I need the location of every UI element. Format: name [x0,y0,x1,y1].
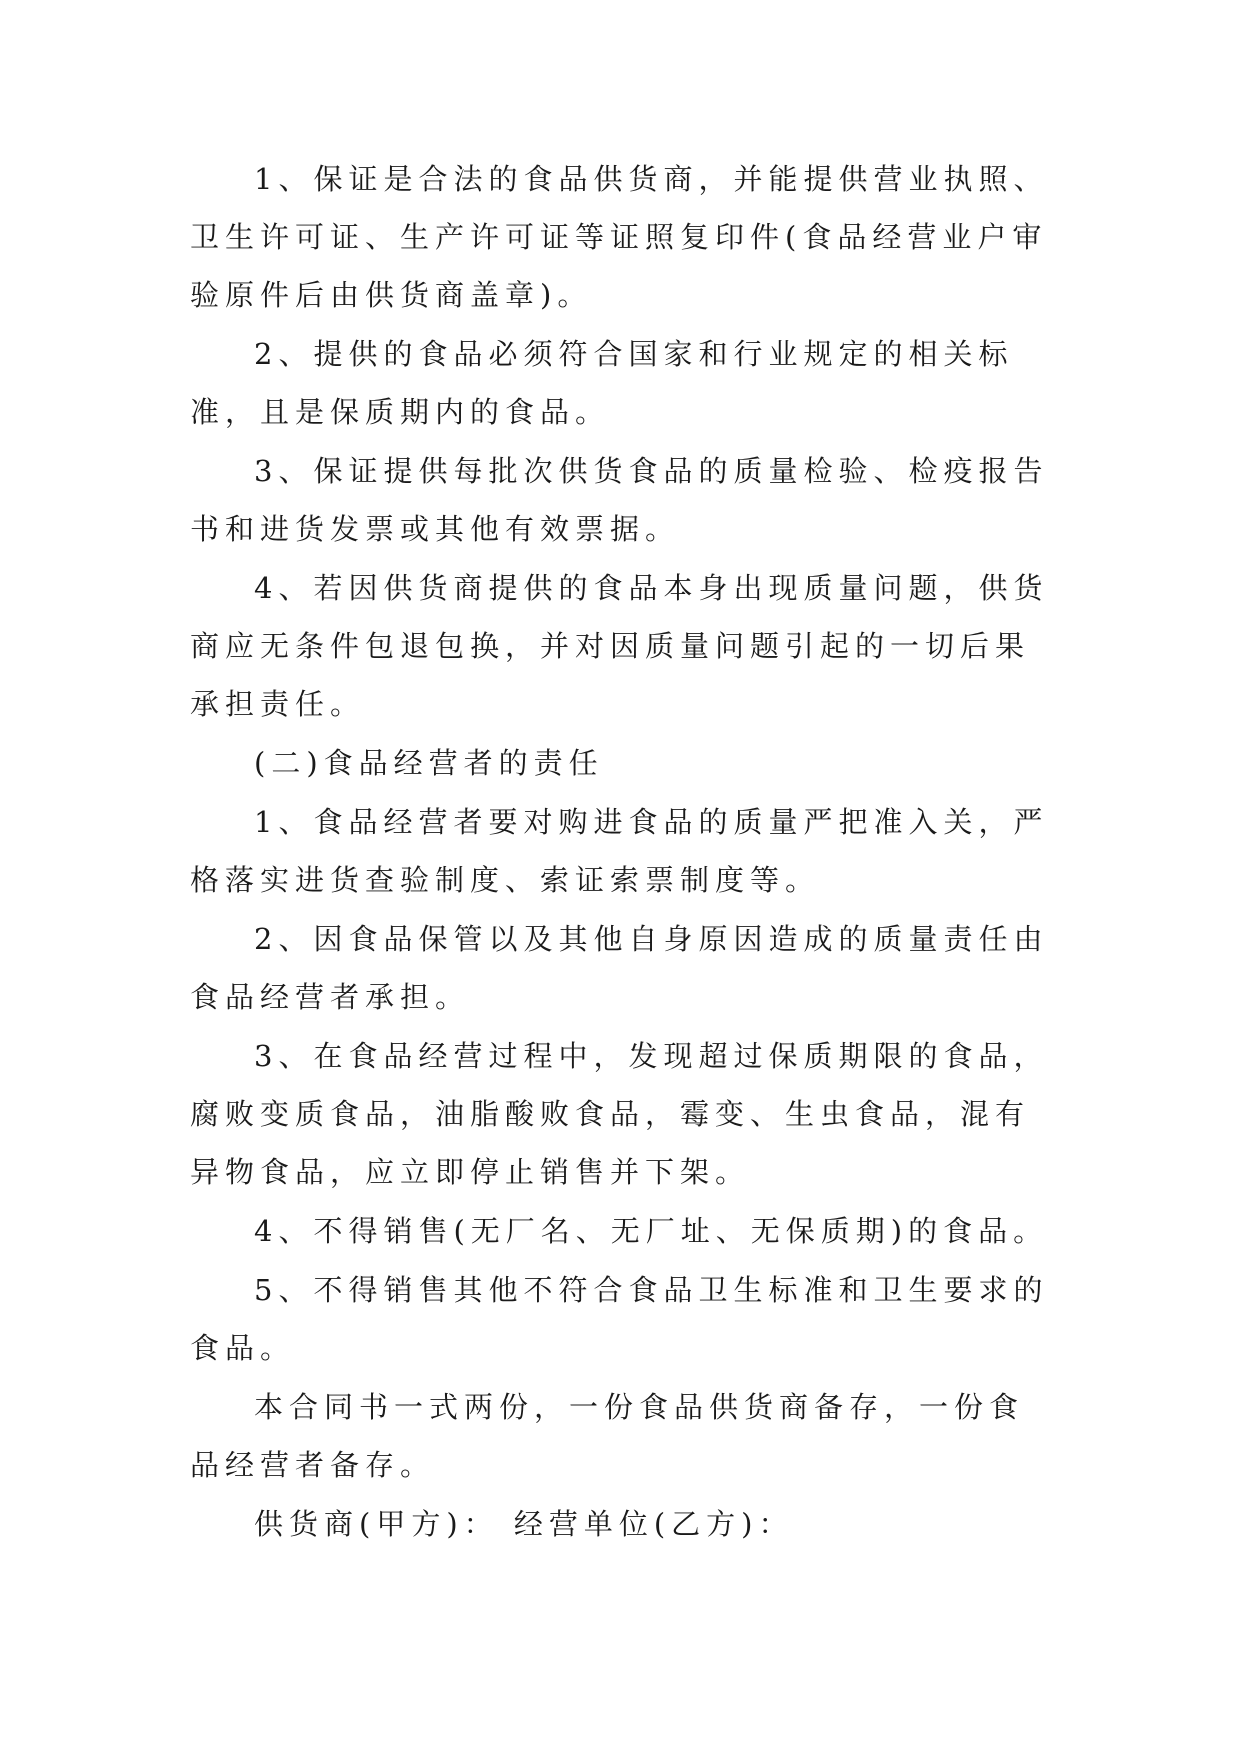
paragraph-operator-duty-4: 4、不得销售(无厂名、无厂址、无保质期)的食品。 [254,1214,1049,1248]
section-heading-operator-duties: (二)食品经营者的责任 [254,746,604,780]
paragraph-operator-duty-3: 3、在食品经营过程中，发现超过保质期限的食品，腐败变质食品，油脂酸败食品，霉变、生虫食品，混有异物食品，应立即停止销售并下架。 [190,1039,1049,1189]
paragraph-supplier-duty-3: 3、保证提供每批次供货食品的质量检验、检疫报告书和进货发票或其他有效票据。 [190,454,1049,546]
paragraph-operator-duty-2: 2、因食品保管以及其他自身原因造成的质量责任由食品经营者承担。 [190,922,1049,1014]
paragraph-supplier-duty-2: 2、提供的食品必须符合国家和行业规定的相关标准，且是保质期内的食品。 [190,337,1014,429]
paragraph-supplier-duty-1: 1、保证是合法的食品供货商，并能提供营业执照、卫生许可证、生产许可证等证照复印件(食品经营业户审验原件后由供货商盖章)。 [190,162,1049,312]
paragraph-contract-copies: 本合同书一式两份，一份食品供货商备存，一份食品经营者备存。 [190,1390,1025,1482]
signature-line: 供货商(甲方)： 经营单位(乙方)： [254,1507,794,1541]
paragraph-operator-duty-1: 1、食品经营者要对购进食品的质量严把准入关，严格落实进货查验制度、索证索票制度等。 [190,805,1049,897]
paragraph-operator-duty-5: 5、不得销售其他不符合食品卫生标准和卫生要求的食品。 [190,1273,1049,1365]
paragraph-supplier-duty-4: 4、若因供货商提供的食品本身出现质量问题，供货商应无条件包退包换，并对因质量问题引起的一切后果承担责任。 [190,571,1049,721]
document-body [190,150,1050,1554]
